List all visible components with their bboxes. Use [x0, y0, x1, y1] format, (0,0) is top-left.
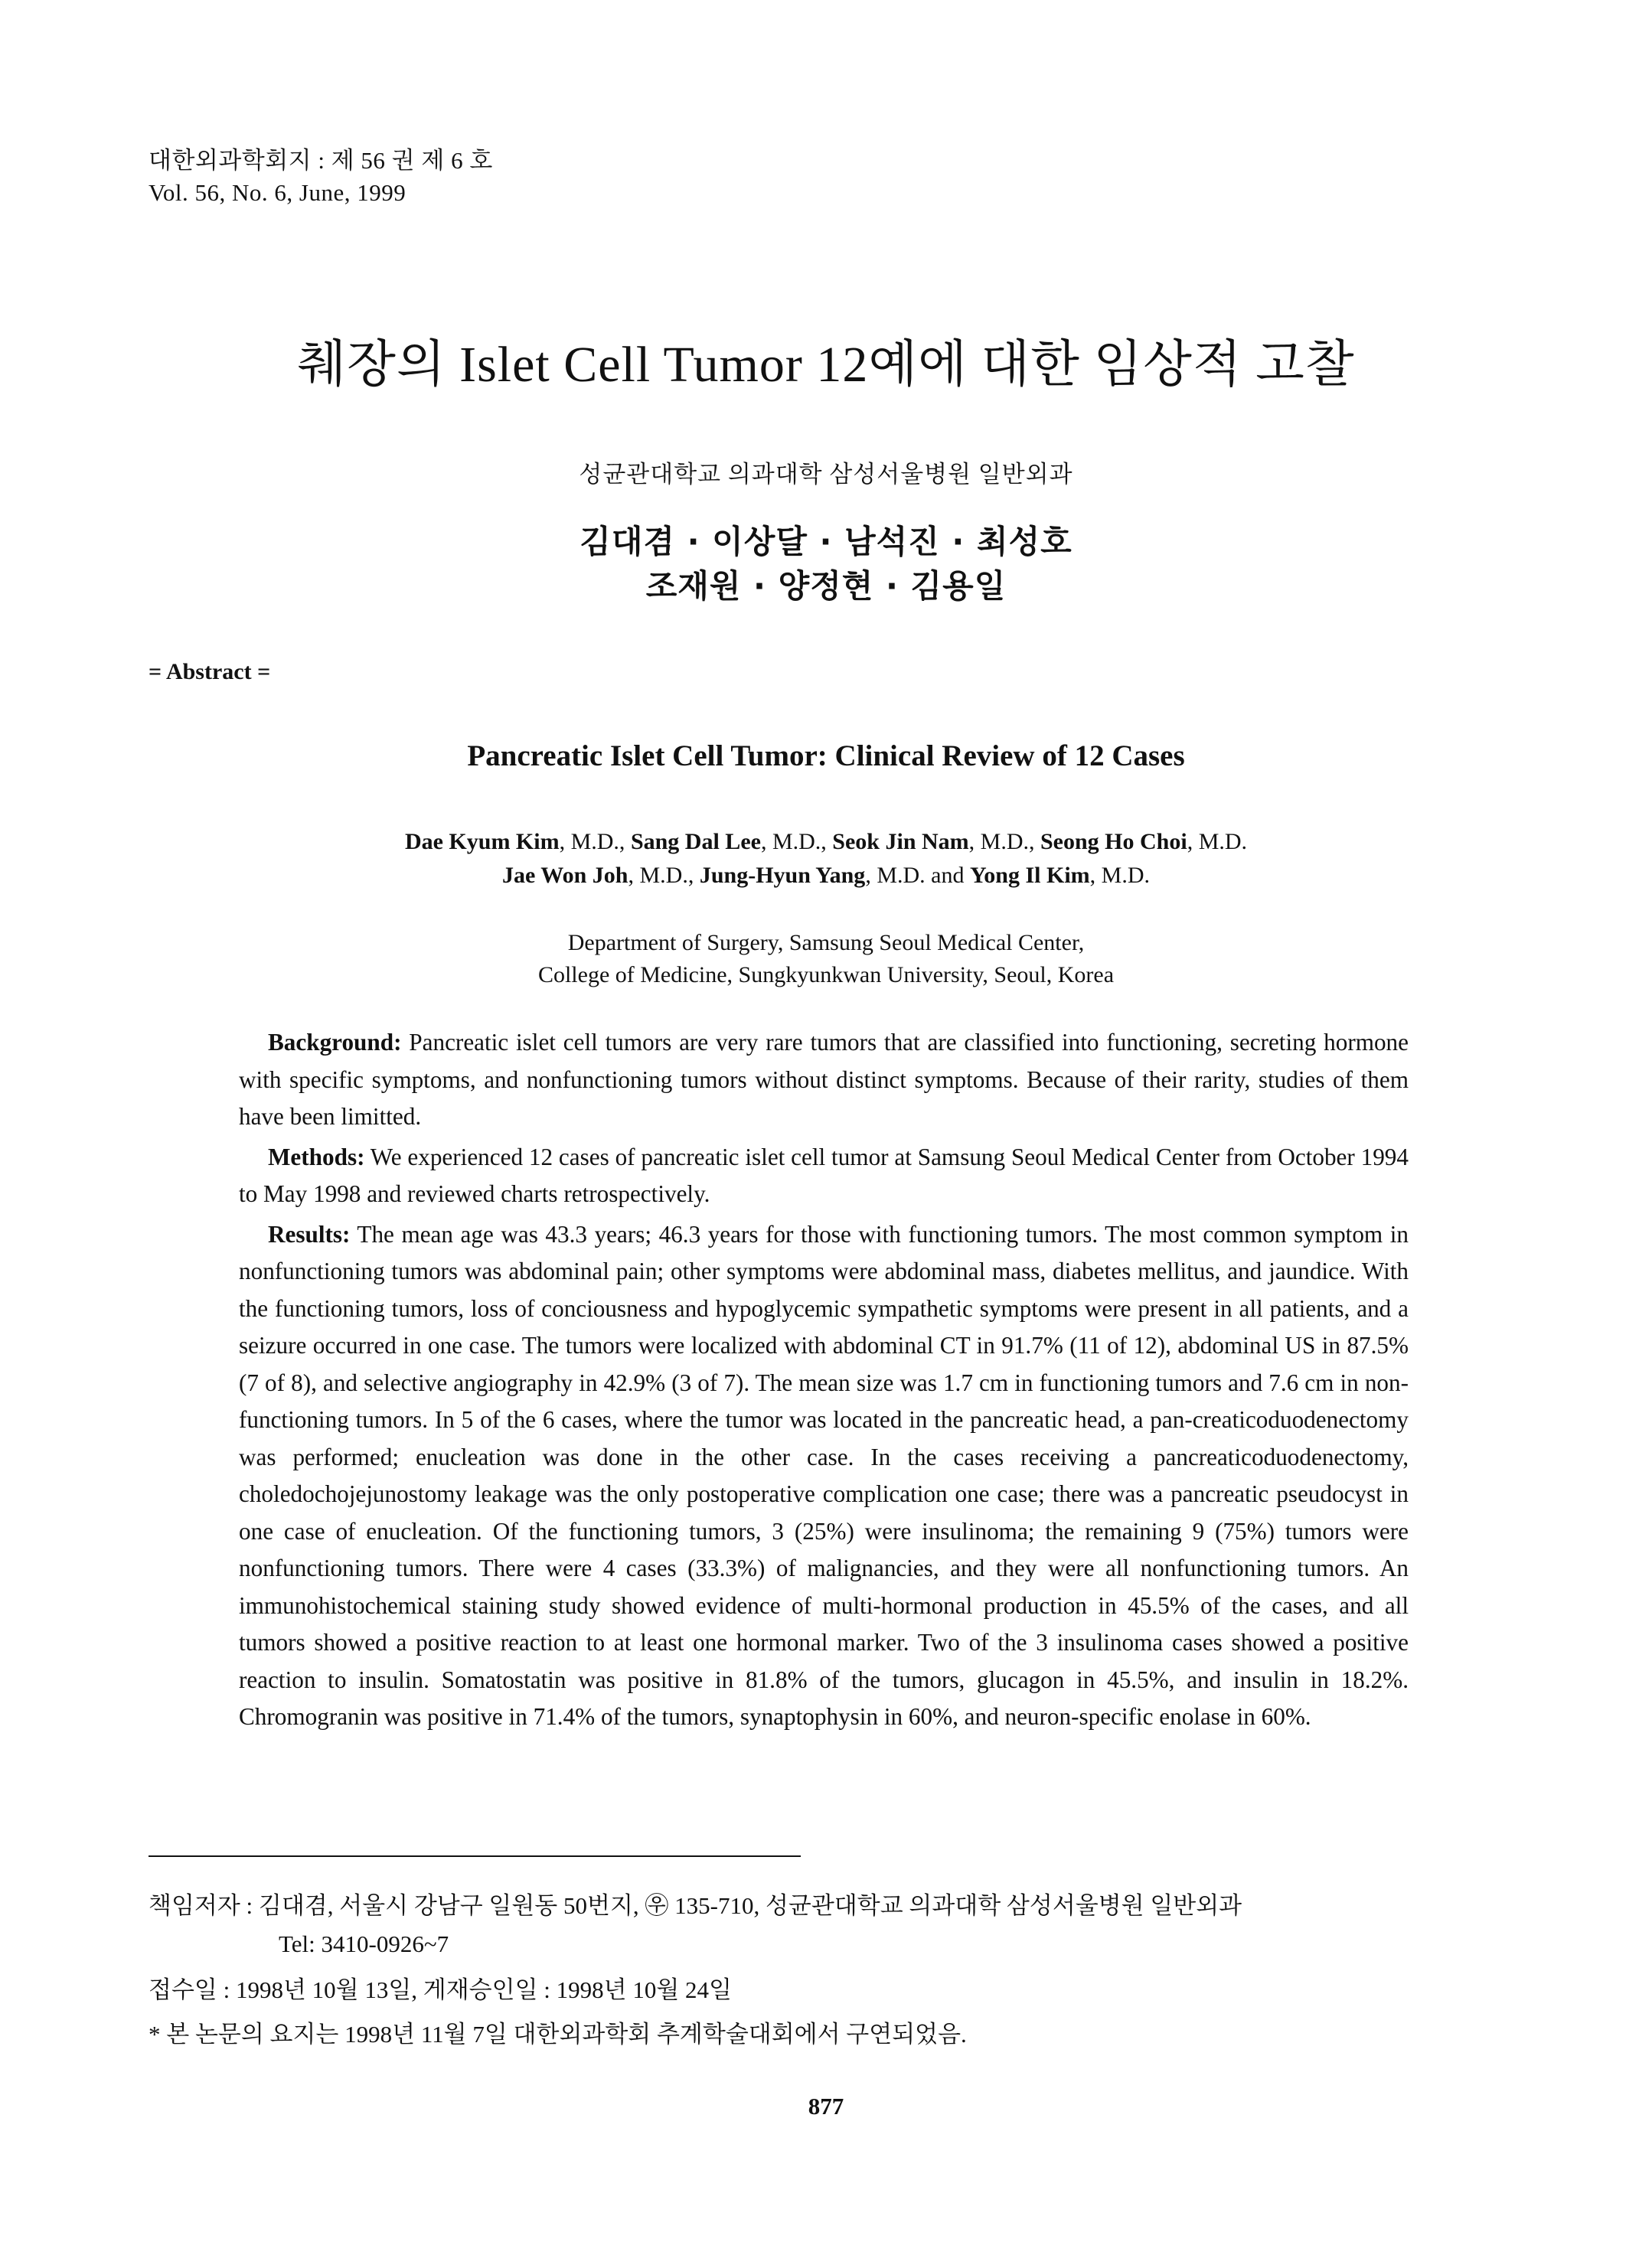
author-name: Jung-Hyun Yang [699, 863, 866, 888]
methods-heading: Methods: [268, 1143, 365, 1170]
author-degree: , M.D. [1187, 829, 1248, 854]
author-name: Seong Ho Choi [1040, 829, 1187, 854]
author-degree: , M.D., [628, 863, 700, 888]
abstract-label: = Abstract = [149, 659, 271, 684]
abstract-body [239, 1024, 1409, 1739]
author-name: Jae Won Joh [501, 863, 628, 888]
results-text: The mean age was 43.3 years; 46.3 years for those with functioning tumors. The most common symptom in nonfunctioning tumors was abdominal pain; other symptoms were abdominal mass, diabetes mellitus, and jaundice. With the functioning tumors, loss of conciousness and hypoglycemic sympathetic symptoms were present in all patients, and a seizure occurred in one case. The tumors were localized with abdominal CT in 91.7% (11 of 12), abdominal US in 87.5% (7 of 8), and selective angiography in 42.9% (3 of 7). The mean size was 1.7 cm in functioning tumors and 7.6 cm in non-functioning tumors. In 5 of the 6 cases, where the tumor was located in the pancreatic head, a pan-creaticoduodenectomy was performed; enucleation was done in the other case. In the cases receiving a pancreaticoduodenectomy, choledochojejunostomy leakage was the only postoperative complication one case; there was a pancreatic pseudocyst in one case of enucleation. Of the functioning tumors, 3 (25%) were insulinoma; the remaining 9 (75%) tumors were nonfunctioning tumors. There were 4 cases (33.3%) of malignancies, and they were all nonfunctioning tumors. An immunohistochemical staining study showed evidence of multi-hormonal production in 45.5% of the cases, and all tumors showed a positive reaction to at least one hormonal marker. Two of the 3 insulinoma cases showed a positive reaction to insulin. Somatostatin was positive in 81.8% of the tumors, glucagon in 45.5%, and insulin in 18.2%. Chromogranin was positive in 71.4% of the tumors, synaptophysin in 60%, and neuron-specific enolase in 60%. [239, 1220, 1409, 1730]
author-degree: , M.D., [559, 829, 631, 854]
author-name: Yong Il Kim [969, 863, 1090, 888]
affiliation-korean: 성균관대학교 의과대학 삼성서울병원 일반외과 [579, 461, 1073, 488]
paper-title-english: Pancreatic Islet Cell Tumor: Clinical Review of 12 Cases [467, 739, 1185, 772]
footnote-divider [149, 1855, 801, 1857]
authors-korean-line-2: 조재원 · 양정현 · 김용일 [645, 567, 1007, 605]
background-text: Pancreatic islet cell tumors are very rare tumors that are classified into functioning, secreting hormone with specific symptoms, and nonfunctioning tumors without distinct symptoms. Because of their rarity, studies of them have been limitted. [239, 1029, 1409, 1130]
abstract-methods [239, 1139, 1409, 1213]
footnote-dates: 접수일 : 1998년 10월 13일, 게재승인일 : 1998년 10월 24일 [149, 1976, 732, 2003]
journal-info-english: Vol. 56, No. 6, June, 1999 [149, 179, 406, 206]
department-line-2: College of Medicine, Sungkyunkwan University, Seoul, Korea [537, 962, 1115, 987]
results-heading: Results: [268, 1220, 351, 1248]
author-degree: , M.D. and [865, 863, 970, 888]
author-degree: , M.D., [760, 829, 833, 854]
footnote-corresponding-author: 책임저자 : 김대겸, 서울시 강남구 일원동 50번지, ㉾ 135-710, 성균관대학교 의과대학 삼성서울병원 일반외과 [149, 1892, 1242, 1919]
authors-english-line-1 [0, 827, 1652, 857]
author-name: Seok Jin Nam [832, 829, 969, 854]
background-heading: Background: [268, 1029, 402, 1056]
paper-title-korean: 췌장의 Islet Cell Tumor 12예에 대한 임상적 고찰 [297, 337, 1355, 393]
author-name: Sang Dal Lee [630, 829, 761, 854]
author-name: Dae Kyum Kim [404, 829, 560, 854]
footnote-telephone: Tel: 3410-0926~7 [279, 1930, 449, 1957]
page-number: 877 [808, 2093, 844, 2120]
authors-english-line-2 [0, 860, 1652, 891]
abstract-results [239, 1216, 1409, 1736]
abstract-background [239, 1024, 1409, 1136]
department-line-1: Department of Surgery, Samsung Seoul Medical Center, [567, 930, 1085, 955]
journal-info-korean: 대한외과학회지 : 제 56 권 제 6 호 [149, 147, 493, 174]
authors-korean-line-1: 김대겸 · 이상달 · 남석진 · 최성호 [580, 523, 1072, 560]
methods-text: We experienced 12 cases of pancreatic islet cell tumor at Samsung Seoul Medical Center from October 1994 to May 1998 and reviewed charts retrospectively. [239, 1143, 1409, 1207]
author-degree: , M.D. [1089, 863, 1151, 888]
author-degree: , M.D., [968, 829, 1040, 854]
footnote-presentation-note: * 본 논문의 요지는 1998년 11월 7일 대한외과학회 추계학술대회에서 구연되었음. [149, 2021, 967, 2048]
